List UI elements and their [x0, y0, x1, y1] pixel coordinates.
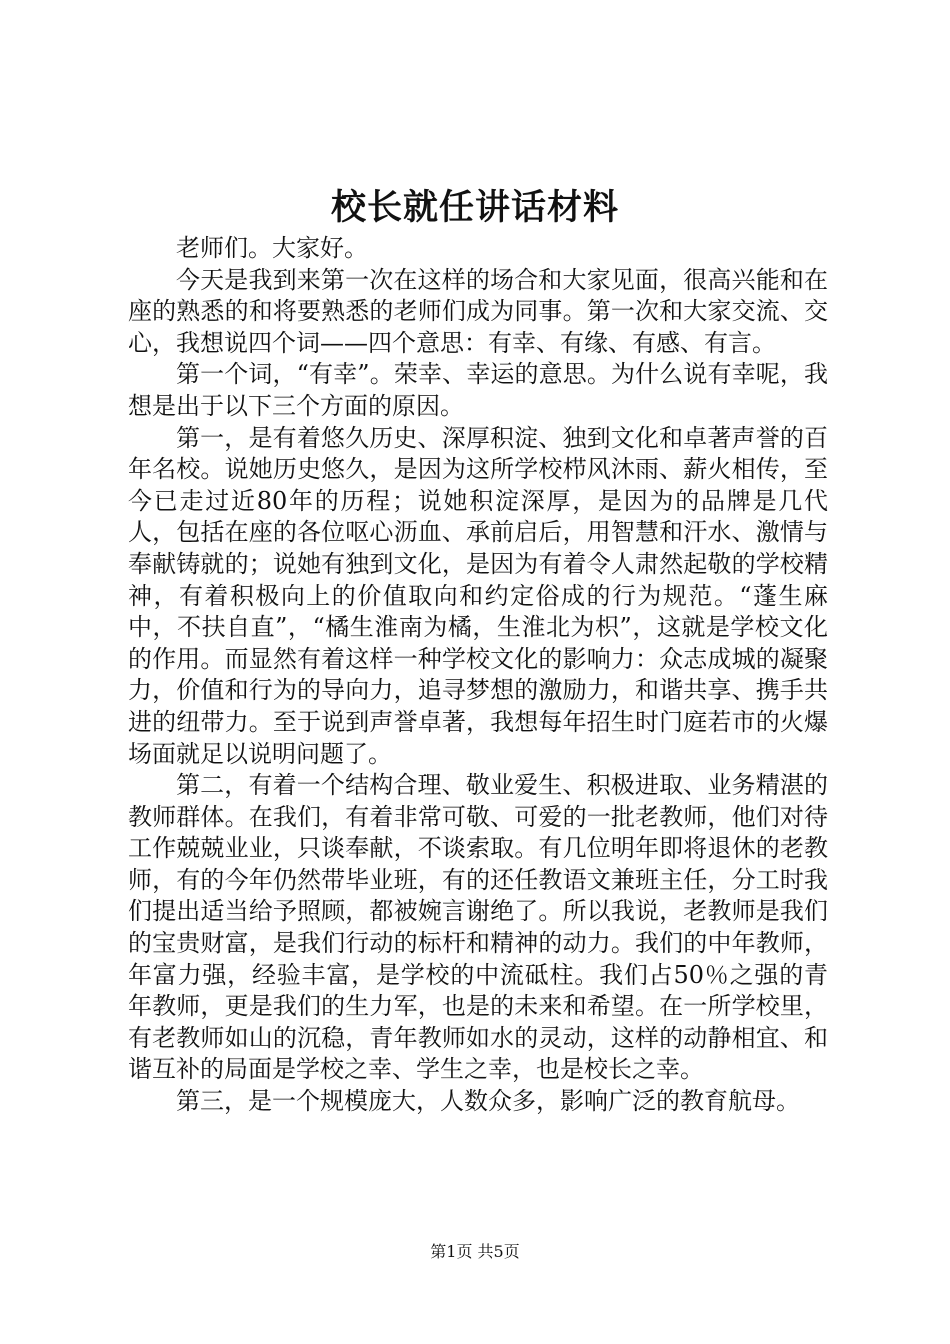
paragraph-greeting: 老师们。大家好。	[176, 234, 368, 262]
paragraph-first-word: 第一个词，“有幸”。荣幸、幸运的意思。为什么说有幸呢，我想是出于以下三个方面的原因。	[128, 360, 828, 420]
paragraph-intro: 今天是我到来第一次在这样的场合和大家见面，很高兴能和在座的熟悉的和将要熟悉的老师们成为同事。第一次和大家交流、交心，我想说四个词——四个意思：有幸、有缘、有感、有言。	[128, 265, 828, 357]
page-footer: 第1页 共5页	[430, 1242, 520, 1261]
paragraph-point-two: 第二，有着一个结构合理、敬业爱生、积极进取、业务精湛的教师群体。在我们，有着非常可敬、可爱的一批老教师，他们对待工作兢兢业业，只谈奉献，不谈索取。有几位明年即将退休的老教师，有的今年仍然带毕业班，有的还任教语文兼班主任，分工时我们提出适当给予照顾，都被婉言谢绝了。所以我说，老教师是我们的宝贵财富，是我们行动的标杆和精神的动力。我们的中年教师，年富力强，经验丰富，是学校的中流砥柱。我们占50％之强的青年教师，更是我们的生力军，也是的未来和希望。在一所学校里，有老教师如山的沉稳，青年教师如水的灵动，这样的动静相宜、和谐互补的局面是学校之幸、学生之幸，也是校长之幸。	[128, 771, 828, 1084]
paragraph-point-three: 第三，是一个规模庞大，人数众多，影响广泛的教育航母。	[176, 1087, 800, 1116]
paragraph-point-one: 第一，是有着悠久历史、深厚积淀、独到文化和卓著声誉的百年名校。说她历史悠久，是因为这所学校栉风沐雨、薪火相传，至今已走过近80年的历程；说她积淀深厚，是因为的品牌是几代人，包括在座的各位呕心沥血、承前启后，用智慧和汗水、激情与奉献铸就的；说她有独到文化，是因为有着令人肃然起敬的学校精神，有着积极向上的价值取向和约定俗成的行为规范。“蓬生麻中，不扶自直”，“橘生淮南为橘，生淮北为枳”，这就是学校文化的作用。而显然有着这样一种学校文化的影响力：众志成城的凝聚力，价值和行为的导向力，追寻梦想的激励力，和谐共享、携手共进的纽带力。至于说到声誉卓著，我想每年招生时门庭若市的火爆场面就足以说明问题了。	[128, 423, 828, 768]
document-title: 校长就任讲话材料	[330, 187, 619, 228]
document-body	[128, 233, 828, 1118]
